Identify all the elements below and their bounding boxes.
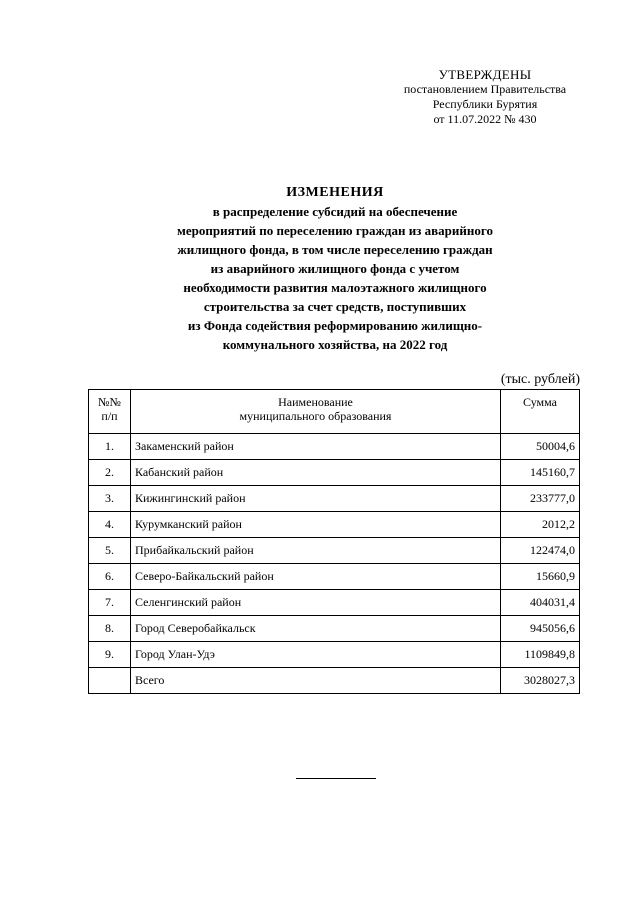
table-row [89,434,580,460]
total-label: Всего [131,668,501,694]
row-sum: 145160,7 [501,460,580,486]
row-number: 5. [89,538,131,564]
approval-block [390,67,580,127]
row-name: Северо-Байкальский район [131,564,501,590]
row-sum: 2012,2 [501,512,580,538]
row-name: Город Северобайкальск [131,616,501,642]
header-name-line2: муниципального образования [239,409,392,423]
row-number: 9. [89,642,131,668]
title-line: коммунального хозяйства, на 2022 год [222,337,448,352]
row-name: Кижингинский район [131,486,501,512]
header-number-line1: №№ [98,395,121,409]
table-header-row [89,390,580,434]
row-name: Кабанский район [131,460,501,486]
row-name: Прибайкальский район [131,538,501,564]
table-row [89,564,580,590]
title-line: необходимости развития малоэтажного жилищного [183,280,487,295]
table-row [89,460,580,486]
row-number: 2. [89,460,131,486]
header-number [89,390,131,434]
row-name: Закаменский район [131,434,501,460]
row-number: 1. [89,434,131,460]
total-sum: 3028027,3 [501,668,580,694]
table-row [89,642,580,668]
row-number: 3. [89,486,131,512]
total-row [89,668,580,694]
approval-heading: УТВЕРЖДЕНЫ [438,67,532,82]
title-line: мероприятий по переселению граждан из аварийного [177,223,493,238]
approval-line-1: постановлением Правительства [403,82,567,96]
approval-line-3: от 11.07.2022 № 430 [433,112,537,126]
table-row [89,512,580,538]
title-line: из аварийного жилищного фонда с учетом [210,261,460,276]
title-line: строительства за счет средств, поступивших [203,299,467,314]
row-sum: 50004,6 [501,434,580,460]
title-line: жилищного фонда, в том числе переселению граждан [177,242,493,257]
row-name: Курумканский район [131,512,501,538]
row-number: 8. [89,616,131,642]
row-number: 6. [89,564,131,590]
row-number: 7. [89,590,131,616]
total-number [89,668,131,694]
row-sum: 15660,9 [501,564,580,590]
subsidy-table [88,389,580,694]
title-line: в распределение субсидий на обеспечение [212,204,458,219]
row-name: Город Улан-Удэ [131,642,501,668]
row-sum: 233777,0 [501,486,580,512]
row-sum: 945056,6 [501,616,580,642]
row-sum: 404031,4 [501,590,580,616]
row-sum: 1109849,8 [501,642,580,668]
unit-note: (тыс. рублей) [500,372,580,387]
title-main: ИЗМЕНЕНИЯ [286,185,384,200]
row-name: Селенгинский район [131,590,501,616]
header-name [131,390,501,434]
table-row [89,486,580,512]
header-number-line2: п/п [101,409,118,423]
title-line: из Фонда содействия реформированию жилищно- [187,318,483,333]
table-row [89,538,580,564]
table-row [89,590,580,616]
approval-line-2: Республики Бурятия [432,97,538,111]
header-sum: Сумма [501,390,580,434]
document-title [110,183,560,354]
row-sum: 122474,0 [501,538,580,564]
header-name-line1: Наименование [278,395,353,409]
table-row [89,616,580,642]
end-separator-line [296,778,376,779]
row-number: 4. [89,512,131,538]
